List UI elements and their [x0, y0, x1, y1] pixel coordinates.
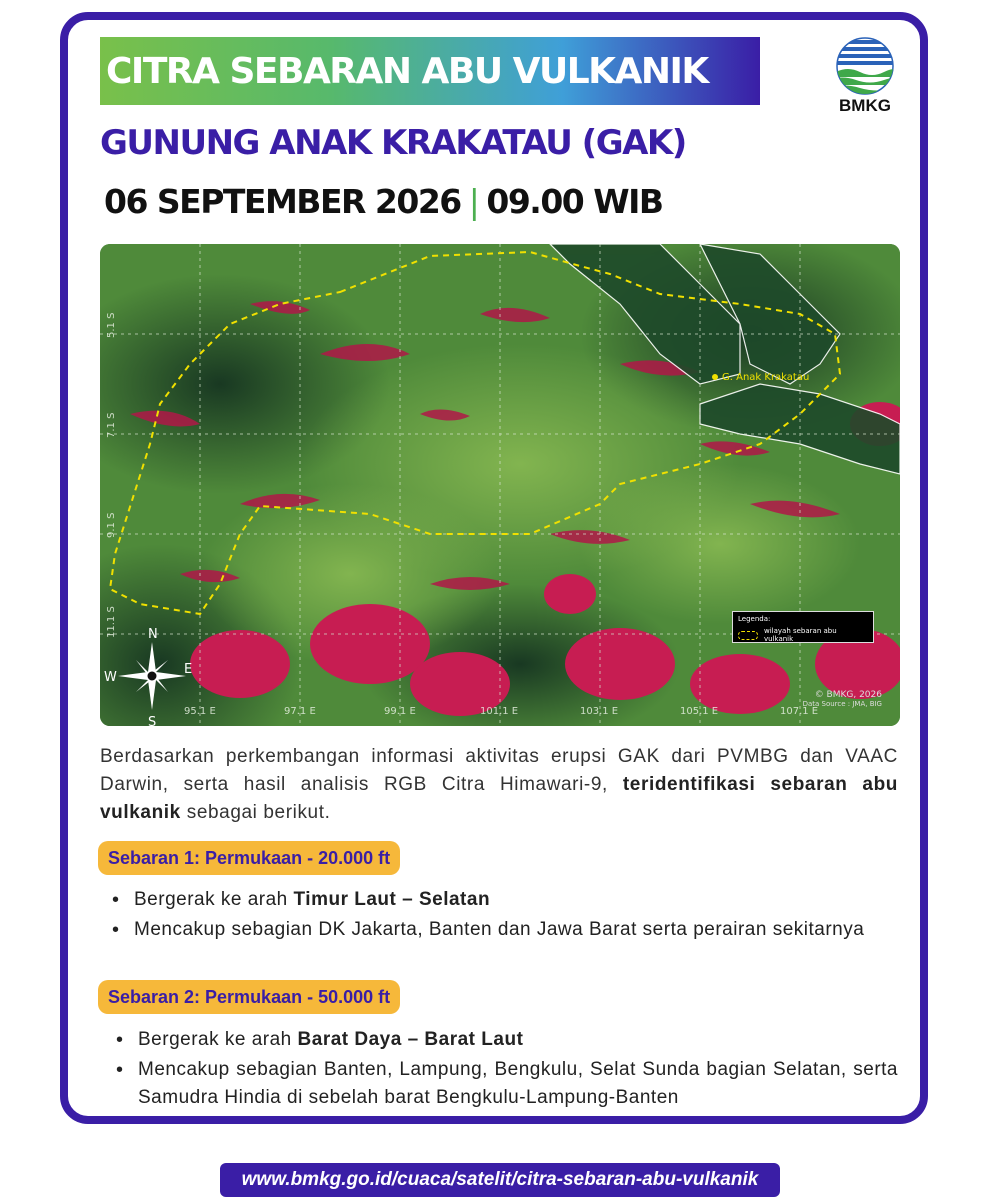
date-time-line	[104, 182, 663, 221]
bullet-bold: Barat Daya – Barat Laut	[297, 1029, 524, 1050]
lat-label: 11.1 S	[106, 606, 117, 638]
list-item	[108, 886, 896, 914]
compass-e: E	[184, 662, 193, 677]
list-item	[112, 1026, 898, 1054]
copyright-text: © BMKG, 2026	[814, 690, 882, 700]
lon-label: 99.1 E	[384, 706, 416, 717]
lon-label: 107.1 E	[780, 706, 819, 717]
list-item: • Mencakup sebagian DK Jakarta, Banten dan Jawa Barat serta perairan sekitarnya	[108, 916, 896, 944]
spread-1-list	[108, 886, 896, 946]
intro-paragraph	[100, 743, 898, 827]
bullet-text: Bergerak ke arah	[138, 1029, 298, 1050]
satellite-image	[100, 244, 900, 726]
lon-label: 95.1 E	[184, 706, 216, 717]
footer-url-link[interactable]: www.bmkg.go.id/cuaca/satelit/citra-sebaran-abu-vulkanik	[220, 1163, 780, 1197]
bullet-text: Bergerak ke arah	[134, 889, 294, 910]
intro-text-2: sebagai berikut.	[180, 802, 331, 823]
lon-label: 105.1 E	[680, 706, 719, 717]
data-source-text: Data Source : JMA, BIG	[802, 700, 882, 708]
lat-label: 7.1 S	[106, 412, 117, 438]
compass-w: W	[104, 670, 117, 685]
volcano-title: GUNUNG ANAK KRAKATAU (GAK)	[100, 123, 686, 163]
legend-row	[738, 627, 868, 643]
lat-label: 9.1 S	[106, 512, 117, 538]
spread-2-label: Sebaran 2: Permukaan - 50.000 ft	[98, 980, 400, 1014]
lon-label: 101.1 E	[480, 706, 519, 717]
page-title: CITRA SEBARAN ABU VULKANIK	[106, 50, 708, 92]
time-text: 09.00 WIB	[486, 182, 663, 221]
list-item: • Mencakup sebagian Banten, Lampung, Bengkulu, Selat Sunda bagian Selatan, serta Samudra Hindia di sebelah barat Bengkulu-Lampung-Banten	[112, 1056, 898, 1112]
volcano-label: G. Anak Krakatau	[722, 372, 810, 383]
lat-label: 5.1 S	[106, 312, 117, 338]
spread-2-list	[112, 1026, 898, 1114]
legend-item: wilayah sebaran abu vulkanik	[763, 627, 837, 643]
compass-n: N	[148, 627, 158, 642]
map-legend	[732, 611, 874, 643]
intro-text-1: Berdasarkan perkembangan informasi aktivitas erupsi GAK dari PVMBG dan VAAC Darwin, serta hasil analisis RGB Citra Himawari-9,	[100, 746, 898, 795]
bmkg-logo	[828, 36, 902, 120]
intro-bold: teridentifikasi sebaran abu vulkanik	[100, 774, 898, 823]
bmkg-logo-icon	[828, 36, 902, 96]
legend-swatch	[738, 631, 758, 640]
title-banner	[100, 37, 760, 105]
legend-title: Legenda:	[738, 615, 771, 623]
satellite-map	[100, 244, 900, 726]
lon-label: 97.1 E	[284, 706, 316, 717]
date-separator: |	[468, 182, 479, 221]
logo-text: BMKG	[839, 96, 891, 115]
date-text: 06 SEPTEMBER 2026	[104, 182, 461, 221]
map-copyright	[803, 690, 882, 708]
bullet-bold: Timur Laut – Selatan	[293, 889, 491, 910]
spread-1-label: Sebaran 1: Permukaan - 20.000 ft	[98, 841, 400, 875]
compass-s: S	[148, 715, 157, 726]
lon-label: 103.1 E	[580, 706, 619, 717]
